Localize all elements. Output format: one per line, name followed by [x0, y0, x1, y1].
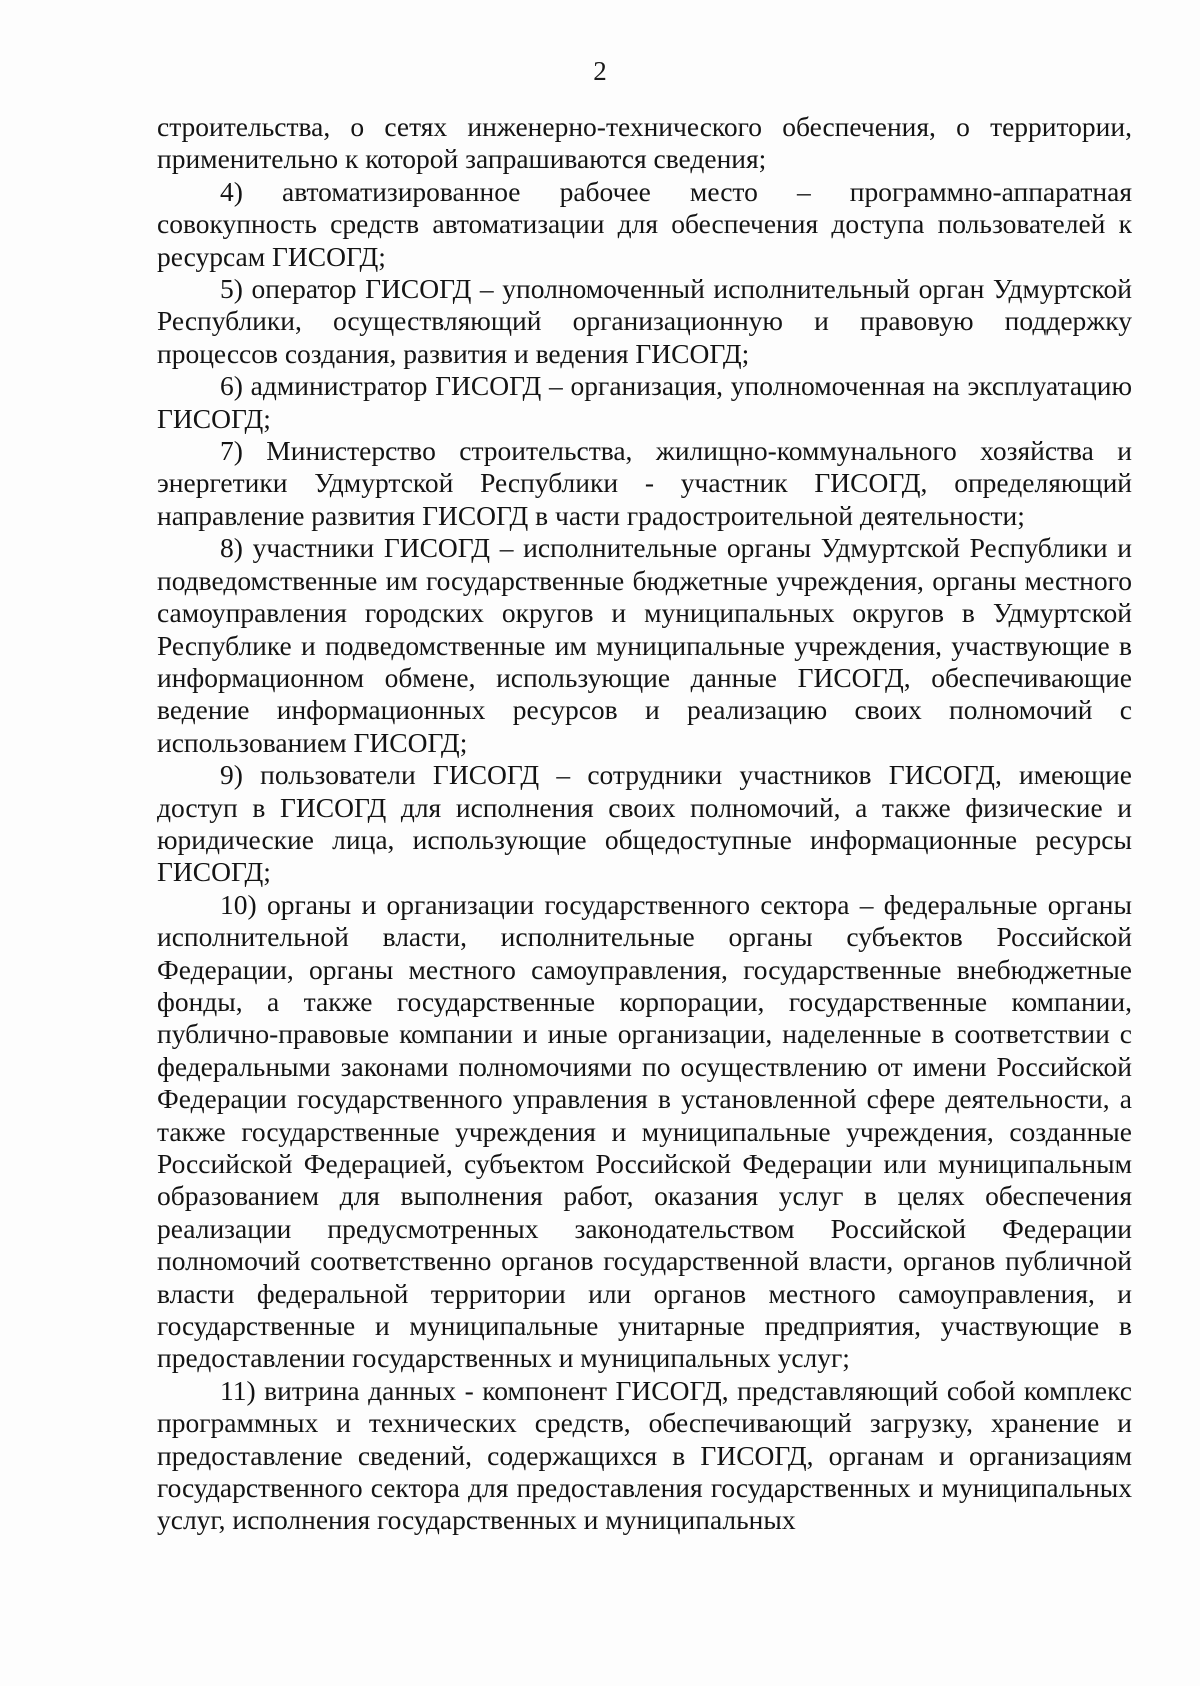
page-number: 2 — [593, 56, 607, 86]
paragraph-item-10: 10) органы и организации государственного сектора – федеральные органы исполнительной власти, исполнительные органы субъектов Российской Федерации, органы местного самоуправления, государственные внебюджетные фонды, а также государственные корпорации, государственные компании, публично-правовые компании и иные организации, наделенные в соответствии с федеральными законами полномочиями по осуществлению от имени Российской Федерации государственного управления в установленной сфере деятельности, а также государственные учреждения и муниципальные учреждения, созданные Российской Федерацией, субъектом Российской Федерации или муниципальным образованием для выполнения работ, оказания услуг в целях обеспечения реализации предусмотренных законодательством Российской Федерации полномочий соответственно органов государственной власти, органов публичной власти федеральной территории или органов местного самоуправления, и государственные и муниципальные унитарные предприятия, участвующие в предоставлении государственных и муниципальных услуг; — [157, 888, 1132, 1374]
paragraph-item-9: 9) пользователи ГИСОГД – сотрудники участников ГИСОГД, имеющие доступ в ГИСОГД для исполнения своих полномочий, а также физические и юридические лица, использующие общедоступные информационные ресурсы ГИСОГД; — [157, 759, 1132, 888]
paragraph-item-8: 8) участники ГИСОГД – исполнительные органы Удмуртской Республики и подведомственные им государственные бюджетные учреждения, органы местного самоуправления городских округов и муниципальных округов в Удмуртской Республике и подведомственные им муниципальные учреждения, участвующие в информационном обмене, использующие данные ГИСОГД, обеспечивающие ведение информационных ресурсов и реализацию своих полномочий с использованием ГИСОГД; — [157, 532, 1132, 758]
paragraph-item-6: 6) администратор ГИСОГД – организация, уполномоченная на эксплуатацию ГИСОГД; — [157, 370, 1132, 434]
paragraph-item-5: 5) оператор ГИСОГД – уполномоченный исполнительный орган Удмуртской Республики, осуществляющий организационную и правовую поддержку процессов создания, развития и ведения ГИСОГД; — [157, 273, 1132, 369]
paragraph-item-11: 11) витрина данных - компонент ГИСОГД, представляющий собой комплекс программных и технических средств, обеспечивающий загрузку, хранение и предоставление сведений, содержащихся в ГИСОГД, органам и организациям государственного сектора для предоставления государственных и муниципальных услуг, исполнения государственных и муниципальных — [157, 1374, 1132, 1536]
paragraph-continuation: строительства, о сетях инженерно-технического обеспечения, о территории, применительно к которой запрашиваются сведения; — [157, 111, 1132, 175]
document-body — [157, 111, 1132, 1537]
paragraph-item-4: 4) автоматизированное рабочее место – программно-аппаратная совокупность средств автоматизации для обеспечения доступа пользователей к ресурсам ГИСОГД; — [157, 175, 1132, 272]
paragraph-item-7: 7) Министерство строительства, жилищно-коммунального хозяйства и энергетики Удмуртской Республики - участник ГИСОГД, определяющий направление развития ГИСОГД в части градостроительной деятельности; — [157, 435, 1132, 531]
